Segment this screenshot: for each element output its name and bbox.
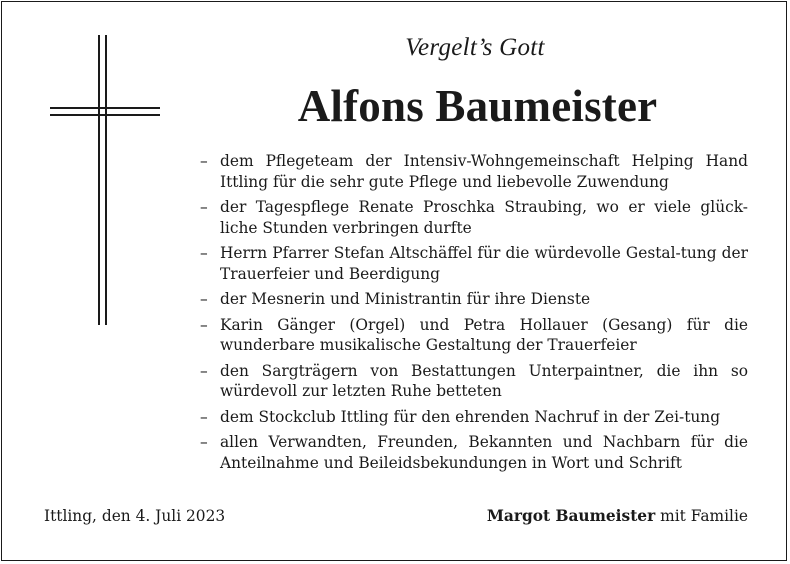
- signer-name: Margot Baumeister: [486, 507, 656, 525]
- cross-icon: [50, 35, 160, 325]
- thanks-item: – Karin Gänger (Orgel) und Petra Hollauer (Gesang) für die wunderbare musikalische Gestaltung der Trauerfeier: [200, 315, 748, 356]
- thanks-item: – Herrn Pfarrer Stefan Altschäffel für die würdevolle Gestal-tung der Trauerfeier und Beerdigung: [200, 243, 748, 284]
- signer-suffix: mit Familie: [660, 507, 748, 525]
- thanks-item: – der Tagespflege Renate Proschka Straubing, wo er viele glück-liche Stunden verbringen durfte: [200, 197, 748, 238]
- subtitle: Vergelt’s Gott: [405, 34, 545, 61]
- thanks-item: – den Sargträgern von Bestattungen Unterpaintner, die ihn so würdevoll zur letzten Ruhe betteten: [200, 361, 748, 402]
- thanks-item: – allen Verwandten, Freunden, Bekannten und Nachbarn für die Anteilnahme und Beileidsbekundungen in Wort und Schrift: [200, 432, 748, 473]
- thanks-list: [200, 151, 748, 478]
- signature: [487, 507, 748, 525]
- place-date: Ittling, den 4. Juli 2023: [44, 507, 226, 525]
- thanks-item: – dem Pflegeteam der Intensiv-Wohngemeinschaft Helping Hand Ittling für die sehr gute Pflege und liebevolle Zuwendung: [200, 151, 748, 192]
- thanks-item: – der Mesnerin und Ministrantin für ihre Dienste: [200, 289, 748, 310]
- thanks-item: – dem Stockclub Ittling für den ehrenden Nachruf in der Zei-tung: [200, 407, 748, 428]
- deceased-name: Alfons Baumeister: [297, 81, 658, 131]
